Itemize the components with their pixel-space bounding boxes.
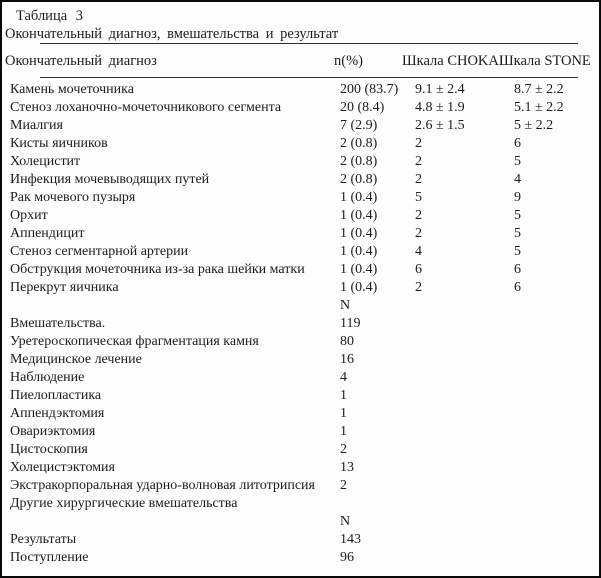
stone-cell: 5 bbox=[514, 154, 521, 169]
table-row bbox=[5, 99, 597, 117]
n-percent-cell: 13 bbox=[340, 460, 354, 475]
n-percent-cell: 1 (0.4) bbox=[340, 190, 378, 205]
stone-cell bbox=[514, 513, 597, 531]
table-row bbox=[5, 387, 597, 405]
chokai-cell bbox=[415, 423, 514, 441]
n-percent-cell: 1 bbox=[340, 388, 347, 403]
diagnosis-cell: Орхит bbox=[10, 208, 48, 223]
n-percent-cell: 1 (0.4) bbox=[340, 226, 378, 241]
table-row bbox=[5, 189, 597, 207]
n-percent-cell: 2 bbox=[340, 442, 347, 457]
diagnosis-cell: Рак мочевого пузыря bbox=[10, 190, 136, 205]
table-row bbox=[5, 153, 597, 171]
stone-cell bbox=[514, 369, 597, 387]
chokai-cell bbox=[415, 495, 514, 513]
stone-cell: 6 bbox=[514, 136, 521, 151]
table-row bbox=[5, 261, 597, 279]
table-body bbox=[5, 81, 597, 567]
header-stone-scale: Шкала STONE bbox=[499, 53, 591, 69]
stone-cell: 5 ± 2.2 bbox=[514, 118, 554, 133]
n-percent-cell bbox=[340, 495, 415, 513]
chokai-cell: 9.1 ± 2.4 bbox=[415, 82, 465, 97]
chokai-cell: 2 bbox=[415, 208, 422, 223]
diagnosis-cell: Аппендэктомия bbox=[10, 406, 105, 421]
table-row bbox=[5, 459, 597, 477]
n-percent-cell: 1 bbox=[340, 424, 347, 439]
stone-cell: 4 bbox=[514, 172, 521, 187]
stone-cell bbox=[514, 405, 597, 423]
stone-cell: 5 bbox=[514, 208, 521, 223]
diagnosis-cell: Уретероскопическая фрагментация камня bbox=[10, 334, 259, 349]
chokai-cell: 2 bbox=[415, 136, 422, 151]
table-row bbox=[5, 207, 597, 225]
chokai-cell: 5 bbox=[415, 190, 422, 205]
chokai-cell bbox=[415, 405, 514, 423]
diagnosis-cell: Камень мочеточника bbox=[10, 82, 134, 97]
chokai-cell: 2 bbox=[415, 226, 422, 241]
table-row bbox=[5, 441, 597, 459]
diagnosis-cell: Стеноз лоханочно-мочеточникового сегмента bbox=[10, 100, 282, 115]
table-row bbox=[5, 531, 597, 549]
header-chokai-scale: Шкала CHOKAI bbox=[402, 53, 504, 69]
diagnosis-cell: Экстракорпоральная ударно-волновая литотрипсия bbox=[10, 478, 315, 493]
chokai-cell bbox=[415, 513, 514, 531]
table-row bbox=[5, 333, 597, 351]
stone-cell: 6 bbox=[514, 280, 521, 295]
n-percent-cell: 2 (0.8) bbox=[340, 154, 378, 169]
table-row bbox=[5, 117, 597, 135]
chokai-cell bbox=[415, 351, 514, 369]
table-row bbox=[5, 171, 597, 189]
n-percent-cell: N bbox=[340, 298, 351, 313]
chokai-cell bbox=[415, 531, 514, 549]
top-rule bbox=[40, 43, 578, 44]
stone-cell: 5 bbox=[514, 244, 521, 259]
chokai-cell bbox=[415, 369, 514, 387]
table-caption-number: Таблица 3 bbox=[16, 8, 84, 24]
stone-cell bbox=[514, 477, 597, 495]
diagnosis-cell: Миалгия bbox=[10, 118, 63, 133]
n-percent-cell: 2 (0.8) bbox=[340, 172, 378, 187]
n-percent-cell: 119 bbox=[340, 316, 361, 331]
n-percent-cell: 1 bbox=[340, 406, 347, 421]
diagnosis-cell: Кисты яичников bbox=[10, 136, 108, 151]
diagnosis-cell: Холецистэктомия bbox=[10, 460, 115, 475]
n-percent-cell: 80 bbox=[340, 334, 354, 349]
table-row bbox=[5, 243, 597, 261]
n-percent-cell: 1 (0.4) bbox=[340, 244, 378, 259]
chokai-cell: 4.8 ± 1.9 bbox=[415, 100, 465, 115]
table-row bbox=[5, 549, 597, 567]
chokai-cell bbox=[415, 315, 514, 333]
chokai-cell: 2 bbox=[415, 280, 422, 295]
stone-cell bbox=[514, 387, 597, 405]
stone-cell bbox=[514, 351, 597, 369]
chokai-cell bbox=[415, 441, 514, 459]
chokai-cell bbox=[415, 333, 514, 351]
diagnosis-cell bbox=[5, 513, 340, 531]
diagnosis-cell: Поступление bbox=[10, 550, 89, 565]
diagnosis-cell: Пиелопластика bbox=[10, 388, 102, 403]
stone-cell: 5 bbox=[514, 226, 521, 241]
table-row bbox=[5, 423, 597, 441]
stone-cell bbox=[514, 549, 597, 567]
n-percent-cell: 16 bbox=[340, 352, 354, 367]
stone-cell bbox=[514, 495, 597, 513]
header-final-diagnosis: Окончательный диагноз bbox=[5, 53, 157, 69]
table-row bbox=[5, 225, 597, 243]
table-row bbox=[5, 351, 597, 369]
chokai-cell bbox=[415, 477, 514, 495]
diagnosis-cell: Цистоскопия bbox=[10, 442, 88, 457]
stone-cell bbox=[514, 441, 597, 459]
n-percent-cell: 200 (83.7) bbox=[340, 82, 399, 97]
diagnosis-cell: Инфекция мочевыводящих путей bbox=[10, 172, 210, 187]
diagnosis-cell: Результаты bbox=[10, 532, 77, 547]
n-percent-cell: 2 (0.8) bbox=[340, 136, 378, 151]
header-rule bbox=[40, 77, 578, 78]
chokai-cell bbox=[415, 297, 514, 315]
stone-cell: 6 bbox=[514, 262, 521, 277]
n-percent-cell: 4 bbox=[340, 370, 347, 385]
n-percent-cell: 20 (8.4) bbox=[340, 100, 385, 115]
diagnosis-cell: Аппендицит bbox=[10, 226, 85, 241]
n-percent-cell: 7 (2.9) bbox=[340, 118, 378, 133]
table-row bbox=[5, 279, 597, 297]
diagnosis-cell: Обструкция мочеточника из-за рака шейки матки bbox=[10, 262, 305, 277]
table-row bbox=[5, 297, 597, 315]
table-row bbox=[5, 81, 597, 99]
stone-cell: 8.7 ± 2.2 bbox=[514, 82, 564, 97]
n-percent-cell: 1 (0.4) bbox=[340, 262, 378, 277]
diagnosis-cell: Наблюдение bbox=[10, 370, 85, 385]
chokai-cell bbox=[415, 387, 514, 405]
table-caption-title: Окончательный диагноз, вмешательства и результат bbox=[5, 26, 339, 42]
stone-cell bbox=[514, 459, 597, 477]
chokai-cell bbox=[415, 549, 514, 567]
n-percent-cell: 1 (0.4) bbox=[340, 280, 378, 295]
chokai-cell bbox=[415, 459, 514, 477]
n-percent-cell: 143 bbox=[340, 532, 361, 547]
n-percent-cell: 96 bbox=[340, 550, 354, 565]
table-row bbox=[5, 495, 597, 513]
stone-cell bbox=[514, 315, 597, 333]
n-percent-cell: N bbox=[340, 514, 351, 529]
chokai-cell: 4 bbox=[415, 244, 422, 259]
table-row bbox=[5, 405, 597, 423]
n-percent-cell: 2 bbox=[340, 478, 347, 493]
diagnosis-cell: Стеноз сегментарной артерии bbox=[10, 244, 189, 259]
table-row bbox=[5, 369, 597, 387]
stone-cell bbox=[514, 297, 597, 315]
stone-cell bbox=[514, 423, 597, 441]
chokai-cell: 2 bbox=[415, 172, 422, 187]
diagnosis-cell: Вмешательства. bbox=[10, 316, 106, 331]
stone-cell: 5.1 ± 2.2 bbox=[514, 100, 564, 115]
diagnosis-cell: Овариэктомия bbox=[10, 424, 96, 439]
stone-cell bbox=[514, 333, 597, 351]
table-row bbox=[5, 315, 597, 333]
table-row bbox=[5, 477, 597, 495]
diagnosis-cell: Медицинское лечение bbox=[10, 352, 142, 367]
chokai-cell: 2 bbox=[415, 154, 422, 169]
diagnosis-cell bbox=[5, 297, 340, 315]
n-percent-cell: 1 (0.4) bbox=[340, 208, 378, 223]
table-row bbox=[5, 135, 597, 153]
stone-cell bbox=[514, 531, 597, 549]
chokai-cell: 2.6 ± 1.5 bbox=[415, 118, 465, 133]
diagnosis-cell: Перекрут яичника bbox=[10, 280, 119, 295]
stone-cell: 9 bbox=[514, 190, 521, 205]
table-header-row bbox=[5, 51, 597, 71]
diagnosis-cell: Холецистит bbox=[10, 154, 81, 169]
chokai-cell: 6 bbox=[415, 262, 422, 277]
header-n-percent: n(%) bbox=[334, 53, 363, 69]
diagnosis-cell: Другие хирургические вмешательства bbox=[10, 496, 238, 511]
table-row bbox=[5, 513, 597, 531]
